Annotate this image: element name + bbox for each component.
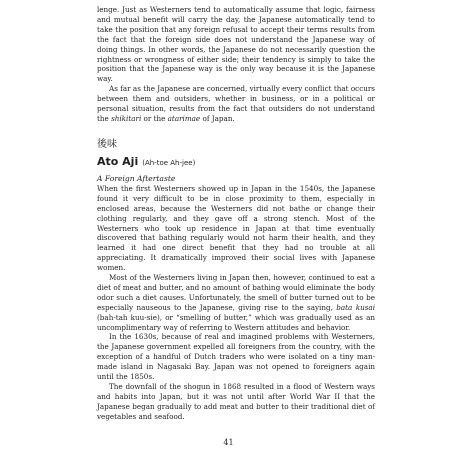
page-number: 41	[223, 438, 234, 447]
term-shikitari: shikitari	[111, 113, 142, 123]
paragraph-first-westerners: When the first Westerners showed up in Japan in the 1540s, the Japanese found it very difficult to be in close proximity to them, especially in enclosed areas, because the Westerners did not bathe or change their clothing regularly, and they gave off a strong stench. Most of the Westerners who took up residence in Japan at that time eventually discovered that bathing regularly would not harm their health, and they learned it had one direct benefit that they had no trouble at all appreciating. It dramatically improved their social lives with Japanese women.	[97, 183, 375, 273]
entry-kanji: 後味	[97, 138, 117, 150]
entry-pronunciation: (Ah-toe Ah-jee)	[142, 158, 196, 167]
paragraph-1630s: In the 1630s, because of real and imagined problems with Westerners, the Japanese government expelled all foreigners from the country, with the exception of a handful of Dutch traders who were isolated on a tiny man-made island in Nagasaki Bay. Japan was not opened to foreigners again until the 1850s.	[97, 332, 375, 382]
text-column	[97, 5, 375, 422]
entry-subtitle: A Foreign Aftertaste	[97, 173, 176, 183]
term-bata-kusai: bata kusai	[336, 302, 375, 312]
paragraph-butter: Most of the Westerners living in Japan then, however, continued to eat a diet of meat and butter, and no amount of bathing would eliminate the body odor such a diet causes. Unfortunately, the smell of butter turned out to be especially nauseous to the Japanese, giving rise to the saying, bata kusai (bah-tah kuu-sie), or “smelling of butter,” which was gradually used as an uncomplimentary way of referring to Western attitudes and behavior.	[97, 273, 375, 332]
entry-heading	[97, 153, 375, 170]
paragraph-shogun: The downfall of the shogun in 1868 resulted in a flood of Western ways and habits into Japan, but it was not until after World War II that the Japanese began gradually to add meat and butter to their traditional diet of vegetables and seafood.	[97, 382, 375, 421]
term-atarimae: atarimae	[167, 113, 201, 123]
paragraph-conflict: As far as the Japanese are concerned, virtually every conflict that occurs between them and outsiders, whether in business, or in a political or personal situation, results from the fact that outsiders do not understand the shikitari or the atarimae of Japan.	[97, 84, 375, 123]
paragraph-lenge: lenge. Just as Westerners tend to automatically assume that logic, fairness and mutual benefit will carry the day, the Japanese automatically tend to take the position that any foreign refusal to accept their terms results from the fact that the foreign side does not understand the Japanese way of doing things. In other words, the Japanese do not necessarily question the rightness or wrongness of either side; their tendency is simply to take the position that the Japanese way is the only way because it is the Japanese way.	[97, 5, 375, 84]
entry-term: Ato Aji	[97, 154, 139, 168]
